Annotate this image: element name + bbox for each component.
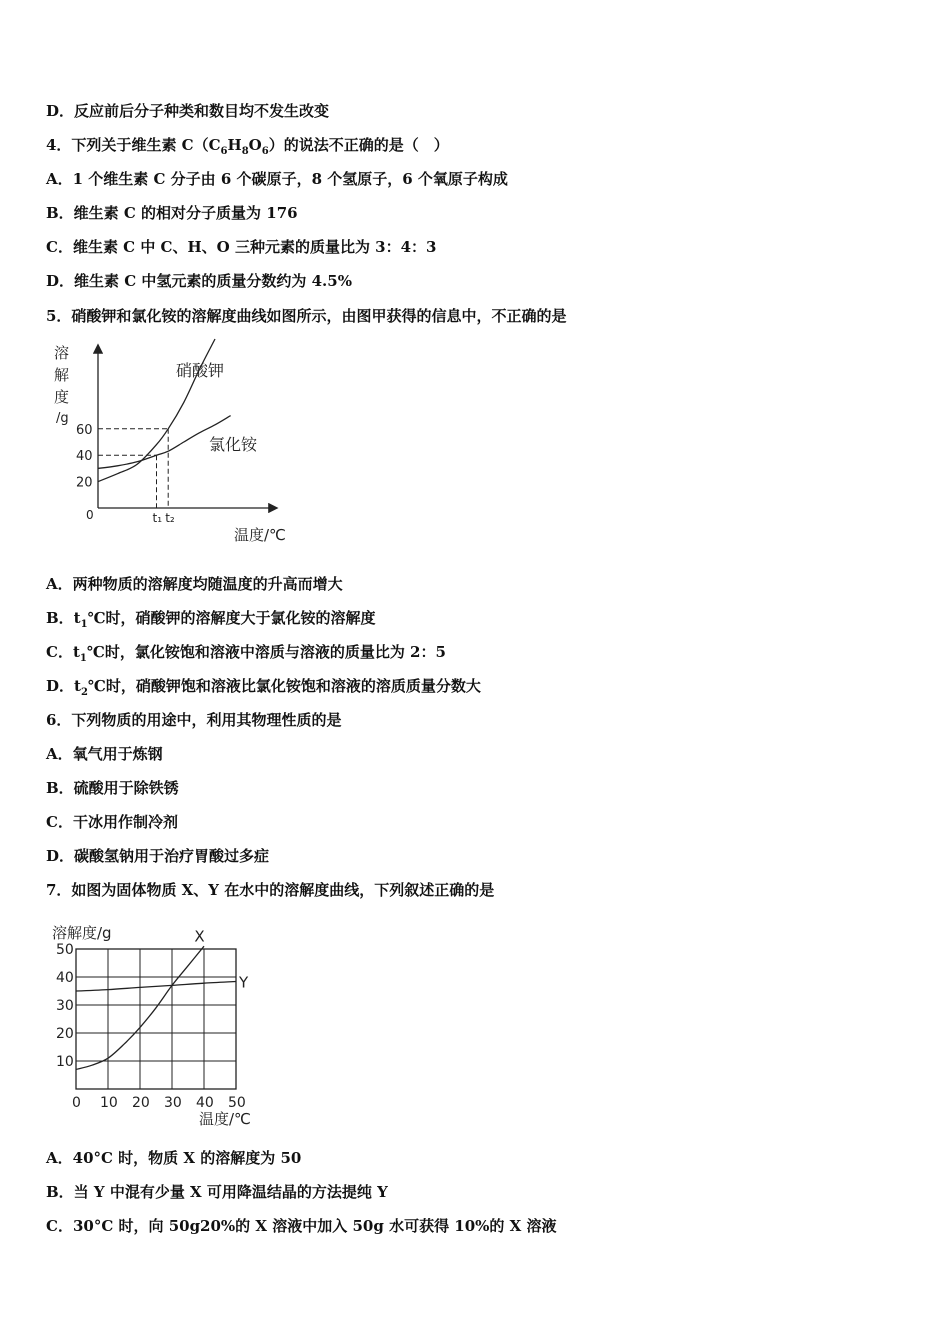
q5-y-axis-label — [54, 344, 69, 426]
q7-y-tick-10: 10 — [56, 1054, 74, 1070]
q7-y-tick-30: 30 — [56, 998, 74, 1014]
q4-option-c: C．维生素 C 中 C、H、O 三种元素的质量比为 3：4：3 — [46, 238, 437, 256]
q7-plot-frame — [76, 949, 236, 1089]
q6-option-d: D．碳酸氢钠用于治疗胃酸过多症 — [46, 847, 270, 865]
q6-option-c: C．干冰用作制冷剂 — [46, 813, 178, 831]
q6-option-b: B．硫酸用于除铁锈 — [46, 779, 179, 797]
q5-y-ticks — [76, 423, 93, 491]
q7-solubility-chart — [46, 918, 276, 1133]
q7-x-ticks — [72, 1095, 246, 1111]
q7-grid — [76, 949, 236, 1089]
q4-stem-o: O — [248, 136, 262, 154]
q7-x-tick-50: 50 — [228, 1095, 246, 1111]
q4-stem — [46, 135, 449, 162]
q5-c-pre: C．t — [46, 643, 80, 661]
q7-label-x: X — [194, 927, 205, 946]
q5-y-tick-40: 40 — [76, 449, 93, 465]
q7-option-b: B．当 Y 中混有少量 X 可用降温结晶的方法提纯 Y — [46, 1183, 388, 1201]
q5-d-post: ℃时，硝酸钾饱和溶液比氯化铵饱和溶液的溶质质量分数大 — [87, 677, 481, 695]
q5-option-a: A．两种物质的溶解度均随温度的升高而增大 — [46, 575, 343, 593]
q5-option-d — [46, 676, 481, 703]
q7-stem: 7．如图为固体物质 X、Y 在水中的溶解度曲线，下列叙述正确的是 — [46, 881, 495, 899]
q7-chart-svg — [46, 918, 276, 1133]
q5-option-b — [46, 608, 376, 635]
q5-c-post: ℃时，氯化铵饱和溶液中溶质与溶液的质量比为 2：5 — [86, 643, 446, 661]
q4-option-d: D．维生素 C 中氢元素的质量分数约为 4.5% — [46, 272, 352, 290]
q4-option-a: A．1 个维生素 C 分子由 6 个碳原子，8 个氢原子，6 个氧原子构成 — [46, 170, 508, 188]
q5-chart-svg — [46, 338, 306, 553]
q5-x-tick-t2: t₂ — [165, 511, 175, 525]
q5-x-axis-label: 温度/℃ — [234, 526, 286, 544]
q4-sub-c: 6 — [220, 146, 228, 157]
q5-y-label-char: /g — [56, 411, 69, 426]
q5-y-tick-20: 20 — [76, 475, 93, 491]
q4-stem-prefix: 4．下列关于维生素 C（C — [46, 136, 221, 154]
q7-x-tick-0: 0 — [72, 1095, 81, 1111]
q7-x-tick-20: 20 — [132, 1095, 150, 1111]
q5-d-sub: 2 — [80, 687, 88, 698]
q7-y-tick-50: 50 — [56, 942, 74, 958]
q4-stem-h: H — [227, 136, 242, 154]
q5-origin-label: 0 — [86, 508, 94, 522]
q4-stem-suffix: ）的说法不正确的是（ ） — [268, 136, 449, 154]
q7-y-axis-label: 溶解度/g — [52, 924, 112, 942]
q3-option-d: D．反应前后分子种类和数目均不发生改变 — [46, 102, 330, 120]
q7-x-tick-30: 30 — [164, 1095, 182, 1111]
q5-label-kno3: 硝酸钾 — [176, 361, 225, 380]
q5-solubility-chart — [46, 338, 306, 553]
q5-stem: 5．硝酸钾和氯化铵的溶解度曲线如图所示，由图甲获得的信息中，不正确的是 — [46, 307, 567, 325]
q7-y-tick-40: 40 — [56, 970, 74, 986]
q5-b-post: ℃时，硝酸钾的溶解度大于氯化铵的溶解度 — [87, 609, 376, 627]
q5-c-sub: 1 — [79, 653, 87, 664]
q7-x-tick-10: 10 — [100, 1095, 118, 1111]
q5-guide-lines — [98, 429, 168, 508]
q5-y-tick-60: 60 — [76, 422, 93, 438]
q5-y-label-char: 溶 — [54, 344, 70, 362]
q5-d-pre: D．t — [46, 677, 81, 695]
q7-y-tick-20: 20 — [56, 1026, 74, 1042]
q7-option-a: A．40°C 时，物质 X 的溶解度为 50 — [46, 1149, 302, 1167]
q7-x-axis-label: 温度/℃ — [199, 1110, 251, 1128]
q4-sub-h: 8 — [241, 146, 249, 157]
q5-option-c — [46, 642, 446, 669]
q4-option-b: B．维生素 C 的相对分子质量为 176 — [46, 204, 298, 222]
q7-curves — [76, 946, 236, 1069]
q5-b-sub: 1 — [80, 619, 88, 630]
q6-option-a: A．氧气用于炼钢 — [46, 745, 163, 763]
q5-b-pre: B．t — [46, 609, 81, 627]
q5-x-ticks — [153, 511, 175, 525]
q5-series-labels — [176, 361, 258, 454]
q6-stem: 6．下列物质的用途中，利用其物理性质的是 — [46, 711, 342, 729]
q7-y-ticks — [56, 942, 74, 1070]
q5-label-nh4cl: 氯化铵 — [209, 435, 258, 454]
q4-sub-o: 6 — [261, 146, 269, 157]
q7-x-tick-40: 40 — [196, 1095, 214, 1111]
q5-y-label-char: 度 — [54, 388, 70, 406]
q5-y-label-char: 解 — [54, 366, 70, 384]
q7-curve-y — [76, 982, 236, 992]
q5-x-tick-t1: t₁ — [152, 511, 163, 525]
q7-option-c: C．30°C 时，向 50g20%的 X 溶液中加入 50g 水可获得 10%的 X 溶液 — [46, 1217, 557, 1235]
q7-label-y: Y — [239, 973, 249, 992]
